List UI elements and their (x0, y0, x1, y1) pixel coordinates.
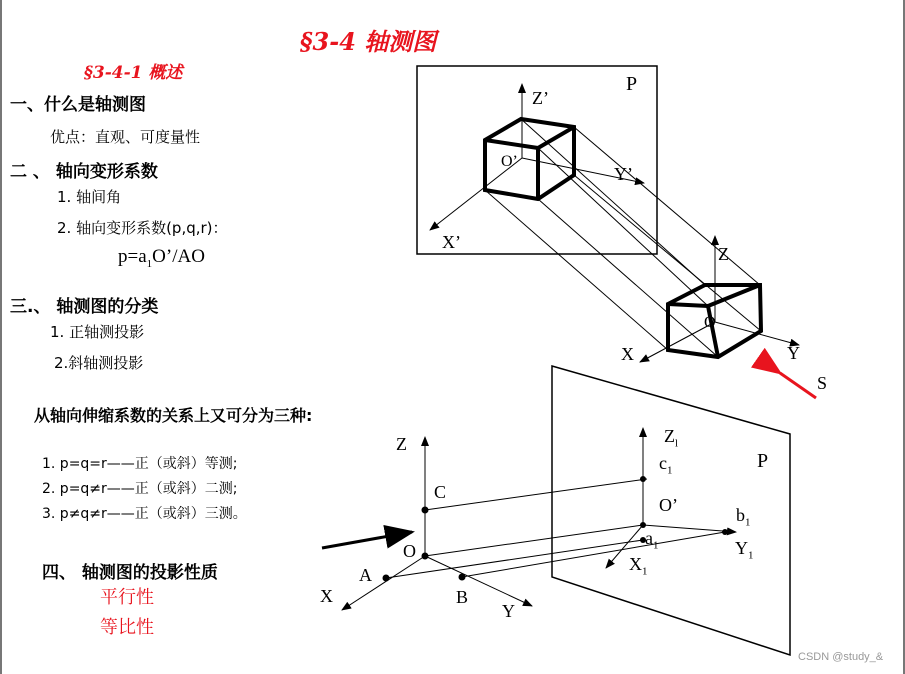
fig1-yprime-label: Y’ (614, 164, 633, 184)
fig1-o-label: O (704, 314, 716, 331)
fig2-z-label: Z (396, 434, 407, 454)
classify-item-2: 2. p=q≠r——正（或斜）二测; (42, 481, 238, 497)
section4-heading: 四、 轴测图的投影性质 (42, 563, 218, 583)
section2-heading: 二 、 轴向变形系数 (10, 162, 158, 182)
section2-item1: 1. 轴间角 (57, 188, 122, 206)
axis-x2 (342, 556, 425, 610)
section1-merits: 优点：直观、可度量性 (50, 128, 201, 146)
fig2-y1-label: $Y_1$ (735, 538, 754, 562)
figure-oblique (322, 366, 790, 655)
page-title: §3-4 轴测图 (300, 27, 437, 56)
fig1-y-label: Y (787, 343, 800, 363)
section-subtitle: §3-4-1 概述 (84, 63, 183, 83)
fig2-b1-label: $b_1$ (736, 505, 751, 529)
fig1-plane-label: P (626, 73, 638, 95)
fig1-x-label: X (621, 344, 634, 364)
fig1-zprime-label: Z’ (532, 88, 549, 108)
fig2-x1-label: $X_1$ (629, 554, 648, 578)
fig2-b-label: B (456, 587, 469, 607)
fig2-oprime-label: O’ (659, 495, 678, 515)
fig2-o-label: O (403, 541, 416, 561)
section1-heading: 一、什么是轴测图 (10, 95, 146, 115)
fig2-a-label: A (359, 565, 372, 585)
formula: $p=a_1O’/AO$ (118, 246, 205, 270)
figure-projection (417, 66, 816, 398)
fig2-z1-label: $Z_l$ (664, 426, 679, 450)
classify-item-1: 1. p=q=r——正（或斜）等测; (42, 456, 238, 472)
section2-item2: 2. 轴向变形系数(p,q,r)： (57, 219, 228, 237)
projection-direction-arrow (780, 373, 816, 398)
fig2-c1-label: $c_1$ (659, 453, 673, 477)
property-proportional: 等比性 (100, 617, 154, 638)
fig1-s-label: S (817, 373, 828, 393)
fig1-xprime-label: X’ (442, 232, 461, 252)
classify-intro: 从轴向伸缩系数的关系上又可分为三种: (34, 406, 313, 425)
fig1-oprime-label: O’ (501, 153, 518, 170)
fig2-x-label: X (320, 586, 333, 606)
watermark: CSDN @study_& (798, 651, 884, 663)
section3-item1: 1. 正轴测投影 (50, 323, 145, 341)
fig2-c-label: C (434, 482, 447, 502)
fig2-y-label: Y (502, 601, 515, 621)
section3-heading: 三.、 轴测图的分类 (10, 297, 159, 317)
cube-projected (485, 119, 574, 199)
property-parallel: 平行性 (100, 587, 154, 608)
projection-rays (485, 119, 761, 357)
classify-item-3: 3. p≠q≠r——正（或斜）三测。 (42, 506, 247, 522)
fig1-z-label: Z (718, 244, 729, 264)
fig2-plane-label: P (757, 450, 769, 472)
fig2-a1-label: $a_1$ (645, 528, 659, 552)
direction-arrow (322, 532, 412, 548)
section3-item2: 2.斜轴测投影 (54, 354, 144, 372)
axis-y2 (425, 556, 532, 606)
